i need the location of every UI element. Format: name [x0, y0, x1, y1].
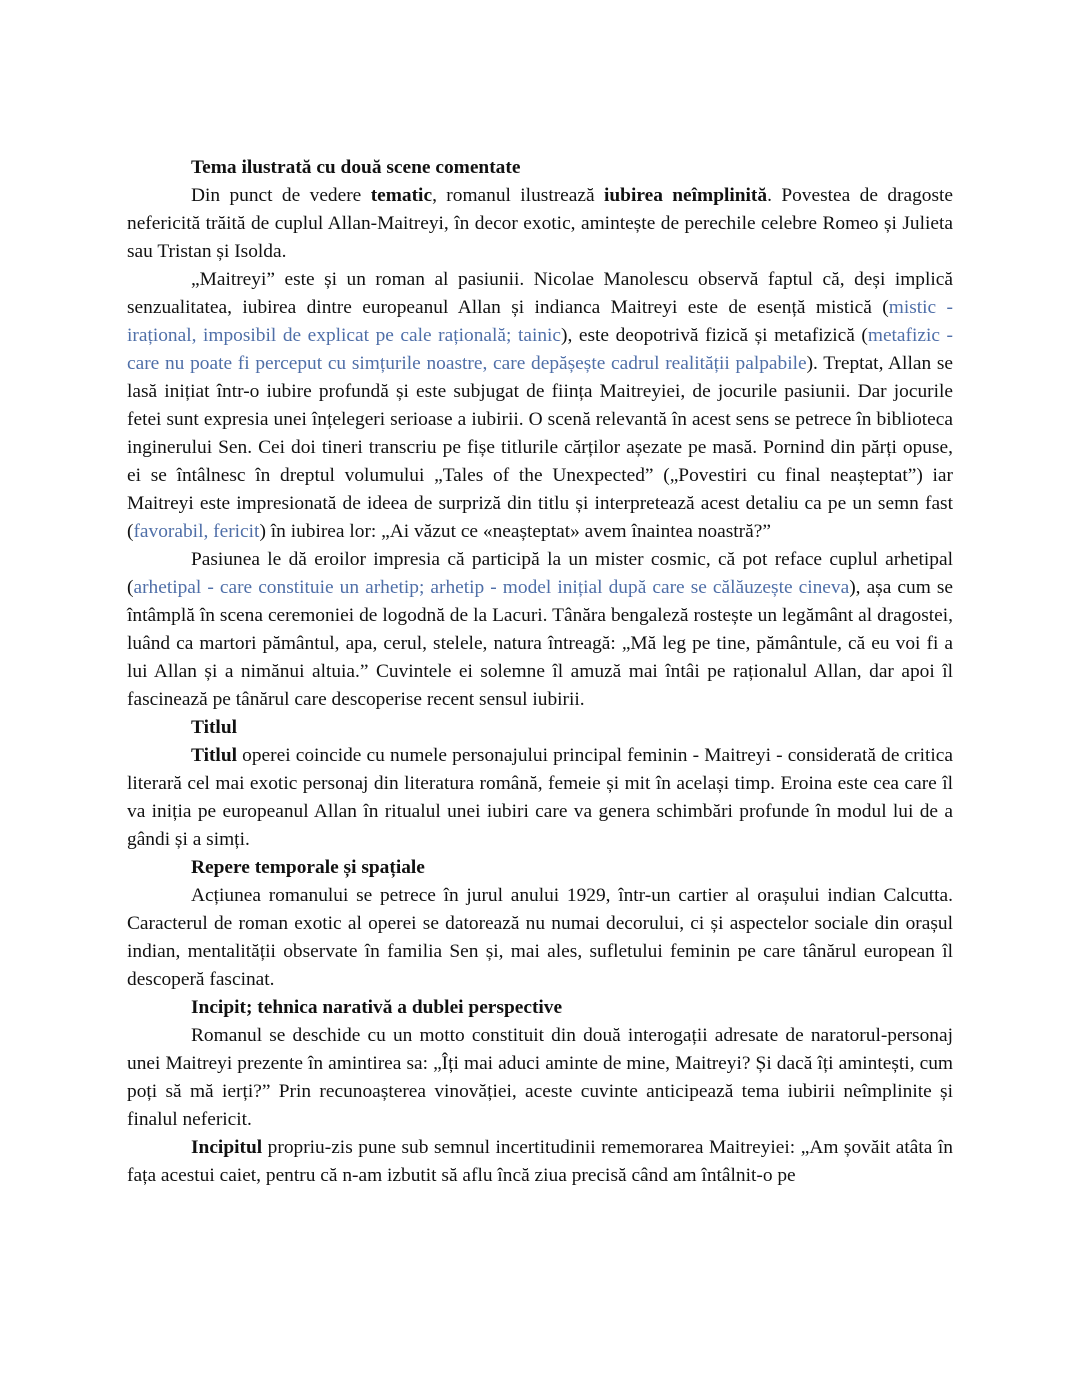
text-run: operei coincide cu numele personajului principal feminin - Maitreyi - considerată de critica literară cel mai exotic personaj din literatura română, femeie și mit în același timp. Eroina este cea care îl va iniția pe europeanul Allan în ritualul unei iubiri care va genera schimbări profunde în modul lui de a gândi și a simți. — [127, 745, 953, 850]
paragraph-tema-3 — [127, 546, 953, 714]
glossary-note-mistic: mistic - irațional, imposibil de explicat pe cale rațională; tainic — [127, 297, 953, 346]
paragraph-tema-2 — [127, 266, 953, 546]
text-run: ), este deopotrivă fizică și metafizică ( — [561, 325, 868, 346]
glossary-note-arhetipal: arhetipal - care constituie un arhetip; arhetip - model inițial după care se călăuzește cineva — [133, 577, 850, 598]
bold-term-iubirea: iubirea neîmplinită — [603, 185, 768, 206]
paragraph-repere-1: Acțiunea romanului se petrece în jurul anului 1929, într-un cartier al orașului indian Calcutta. Caracterul de roman exotic al operei se datorează nu numai decorului, ci și aspectelor sociale din orașul indian, mentalității observate în familia Sen și, mai ales, sufletului feminin pe care tânărul european îl descoperă fascinat. — [127, 885, 953, 990]
text-run: ), așa cum se întâmplă în scena ceremoniei de logodnă de la Lacuri. Tânăra bengaleză rostește un legământ al dragostei, luând ca martori pământul, apa, cerul, stelele, natura întreagă: „Mă leg pe tine, pământule, că eu voi fi a lui Allan și a nimănui altuia.” Cuvintele ei solemne îl amuză mai întâi pe raționalul Allan, dar apoi îl fascinează pe tânărul care descoperise recent sensul iubirii. — [127, 577, 953, 710]
bold-term-incipitul: Incipitul — [191, 1137, 263, 1158]
bold-term-titlul: Titlul — [191, 745, 237, 766]
document-page — [127, 154, 953, 1190]
section-heading-incipit: Incipit; tehnica narativă a dublei perspective — [191, 997, 563, 1018]
paragraph-titlul-1 — [127, 742, 953, 854]
section-heading-repere: Repere temporale și spațiale — [191, 857, 425, 878]
text-run: , romanul ilustrează — [432, 185, 604, 206]
bold-term-tematic: tematic — [370, 185, 433, 206]
section-heading-tema: Tema ilustrată cu două scene comentate — [191, 157, 521, 178]
text-run: . Povestea de dragoste nefericită trăită de cuplul Allan-Maitreyi, în decor exotic, amintește de perechile celebre Romeo și Julieta sau Tristan și Isolda. — [127, 185, 954, 262]
text-run: ). Treptat, Allan se lasă inițiat într-o iubire profundă și este subjugat de ființa Maitreyiei, de jocurile pasiunii. Dar jocurile fetei sunt expresia unei înțelegeri serioase a iubirii. O scenă relevantă în acest sens se petrece în biblioteca inginerului Sen. Cei doi tineri transcriu pe fișe titlurile cărților așezate pe masă. Pornind din părți opuse, ei se întâlnesc în dreptul volumului „Tales of the Unexpected” („Povestiri cu final neașteptat”) iar Maitreyi este impresionată de ideea de surpriză din titlu și interpretează acest detaliu ca pe un semn fast ( — [127, 353, 954, 542]
text-run: propriu-zis pune sub semnul incertitudinii rememorarea Maitreyiei: „Am șovăit atâta în fața acestui caiet, pentru că n-am izbutit să aflu încă ziua precisă când am întâlnit-o pe — [127, 1137, 953, 1186]
glossary-note-metafizic: metafizic - care nu poate fi perceput cu simțurile noastre, care depășește cadrul realității palpabile — [127, 325, 953, 374]
text-run: „Maitreyi” este și un roman al pasiunii. Nicolae Manolescu observă faptul că, deși implică senzualitatea, iubirea dintre europeanul Allan și indianca Maitreyi este de esență mistică ( — [127, 269, 953, 318]
section-heading-titlul: Titlul — [191, 717, 237, 738]
text-run: Din punct de vedere — [191, 185, 371, 206]
paragraph-incipit-2 — [127, 1134, 953, 1190]
paragraph-tema-1 — [127, 182, 953, 266]
text-run: Pasiunea le dă eroilor impresia că participă la un mister cosmic, că pot reface cuplul arhetipal ( — [127, 549, 953, 598]
glossary-note-fast: favorabil, fericit — [133, 521, 260, 542]
paragraph-incipit-1: Romanul se deschide cu un motto constituit din două interogații adresate de naratorul-personaj unei Maitreyi prezente în amintirea sa: „Îți mai aduci aminte de mine, Maitreyi? Și dacă îți amintești, cum poți să mă ierți?” Prin recunoașterea vinovăției, aceste cuvinte anticipează tema iubirii neîmplinite și finalul nefericit. — [127, 1025, 953, 1130]
text-run: ) în iubirea lor: „Ai văzut ce «neașteptat» avem înaintea noastră?” — [259, 521, 771, 542]
